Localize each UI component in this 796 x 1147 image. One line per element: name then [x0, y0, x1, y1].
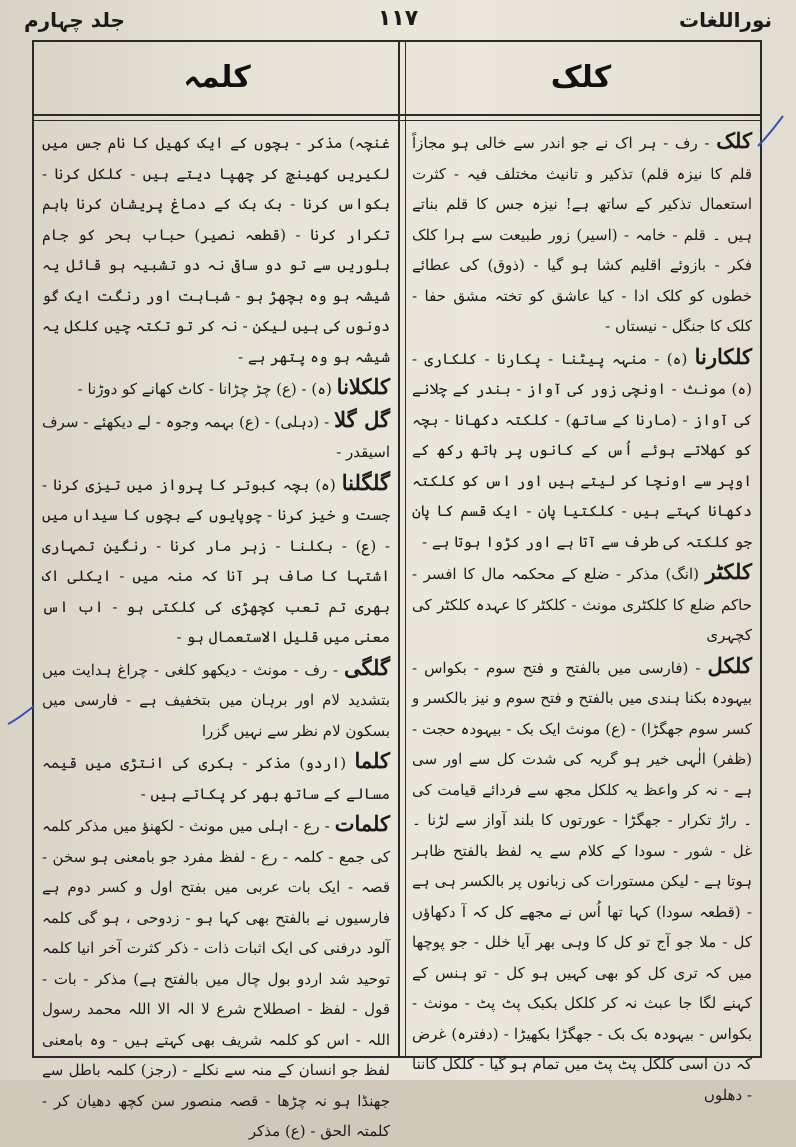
- entry-headword: کلکارنا: [694, 343, 752, 369]
- pen-mark-icon: [6, 704, 36, 728]
- entry-headword: کلمات: [334, 811, 390, 836]
- entry: [42, 372, 390, 405]
- entry-text: - رف - ہر اک نے جو اندر سے خالی ہو مجازاً قلم کا نیزہ قلم) تذکیر و تانیث مختلف فیہ - کثرت استعمال تذکیر کے ساتھ ہے! نیزہ جس کا قلم بناتے ہیں ۔ قلم - خامہ - (اسیر) زور طبیعت سے ہرا کلک فکر - بازوئے اقلیم کشا ہو گیا - (ذوق) کی عطائے خطوں کو کلک ادا - کیا عاشق کو تختہ مشق حفا - کلک کا جنگل - نیستاں -: [412, 134, 752, 335]
- entry: [412, 126, 752, 342]
- entry: [412, 342, 752, 558]
- page-header: [20, 6, 776, 40]
- entry-headword: کلک: [716, 128, 752, 153]
- entry: [42, 653, 390, 747]
- entry-headword: گل گلا: [334, 406, 390, 432]
- entry-text: - (دہلی) - (ع) بہمہ وجوہ - لے دیکھئے - سرف اسیقدر -: [42, 412, 390, 461]
- entry: [412, 557, 752, 651]
- entry-text: (ہ) بچہ کبوتر کا پرواز میں تیزی کرنا - جست و خیز کرنا - چوپایوں کے بچوں کا سیداں میں - (ع) - بکلنا - زہر مار کرنا - رنگین تمہاری اشتہا کا صاف ہر آنا کہ منہ میں - ایکلی اک بھری تم تعب کچھڑی کی کلکتی ہو - اب اس معنی میں قلیل الاستعمال ہو -: [42, 475, 390, 646]
- entry-text: - رف - مونث - دیکھو کلغی - چراغ ہدایت میں بتشدید لام اور برہان میں بتخفیف ہے - فارسی میں بسکون لام نظر سے نہیں گزرا: [42, 660, 390, 740]
- column-divider: [398, 42, 406, 1056]
- entry: [42, 809, 390, 1147]
- book-title: نوراللغات: [679, 8, 772, 32]
- entry: [42, 126, 390, 372]
- page-frame: [32, 40, 762, 1140]
- entry-text: (ہ) - (ع) چڑ چڑانا - کاٹ کھانے کو دوڑنا -: [77, 380, 332, 398]
- left-column-text: [42, 126, 390, 1140]
- entry-headword: گلگی: [343, 654, 390, 680]
- entry: [42, 405, 390, 468]
- heading-divider: [34, 114, 760, 116]
- right-column-text: [412, 126, 752, 1104]
- entry-text: (اردو) مذکر - بکری کی انتڑی میں قیمہ مسالے کے ساتھ بھر کر پکاتے ہیں -: [42, 754, 390, 803]
- page-number: ۱۱۷: [377, 6, 419, 31]
- entry-headword: کلکٹر: [705, 559, 752, 584]
- volume-label: جلد چہارم: [24, 8, 125, 32]
- entry-headword: کلما: [354, 748, 390, 773]
- entry-headword: کلکلانا: [336, 374, 390, 399]
- entry: [42, 468, 390, 653]
- left-column-heading: کلمہ: [183, 59, 251, 95]
- entry-text: (انگ) مذکر - ضلع کے محکمہ مال کا افسر - حاکم ضلع کا کلکٹری مونث - کلکٹر کا عہدہ کلکٹر کی کچہری: [412, 565, 752, 644]
- entry: [412, 651, 752, 1111]
- right-column-heading: کلک: [550, 59, 612, 95]
- entry-text: (ہ) - منہہ پیٹنا - پکارنا - کلکاری - (ہ) مونث - اونچی زور کی آواز - بندر کے چلانے کی آواز - (مارنا کے ساتھ) - کلکتہ دکھانا - بچہ کو کھلاتے ہوئے اُس کے کانوں پر ہاتھ رکھ کے اوپر سے اونچا کر لیتے ہیں اور اس کو کلکتہ دکھانا کہتے ہیں - کلکتیا پان - ایک قسم کا پان جو کلکتہ کی طرف سے آتا ہے اور کڑوا ہوتا ہے -: [412, 349, 752, 551]
- entry-text: - (فارسی میں بالفتح و فتح سوم - بکواس - بیہودہ بکنا ہندی میں بالفتح و فتح سوم و نیز بالکسر و کسر سوم جھگڑا) - (ع) مونث ایک بک - بیہودہ حجت - (ظفر) الٰہی خیر ہو گریہ کی شدت کل سے اور سی ہے - نہ کر واعظ یہ کلکل مجھ سے فردائے قیامت کی ۔ راڑ تکرار - جھگڑا - عورتوں کا بلند آواز سے لڑنا ۔ غل - شور - سودا کے کلام سے یہ لفظ بالفتح ظاہر ہوتا ہے - لیکن مستورات کی زبانوں پر بالکسر ہی ہے - (قطعہ سودا) کہا تھا اُس نے مجھے کل کہ آ دکھاؤں کل - ملا جو آج تو کل کا وہی بھر آیا خلل - جو پوچھا میں کہ تری کل کو بھی کہیں ہو کل - تو ہنس کے کہنے لگا جا عبث نہ کر کلکل بکبک پٹ پٹ - مونث - بکواس - بیہودہ بک بک - جھگڑا بکھیڑا - (دفترہ) غرض کہ دن اسی کلکل پٹ پٹ میں تمام ہو گیا - کلکل کاننا - دھلوں: [412, 658, 752, 1104]
- pen-mark-icon: [756, 112, 786, 152]
- entry-headword: کلکل: [707, 652, 752, 678]
- entry-text: غنچہ) مذکر - بچوں کے ایک کھیل کا نام جس میں لکیریں کھینچ کر چھپا دیتے ہیں - کلکل کرنا - بکواس کرنا - بک بک کے دماغ پریشان کرنا باہم تکرار کرنا - (قطعہ نصیر) حباب بحر کو جام بلوریں سے تو دو ساقی نہ دو تشبیہ ہو قائل یہ شیشہ ہو وہ بچھڑ ہو - شباہت اور رنگت ایک گو دونوں کی ہیں لیکن - نہ کر تو تکتہ چیں کلکل یہ شیشہ ہو وہ پتھر ہے -: [42, 134, 390, 366]
- entry-text: - رع - اہلی میں مونث - لکھنؤ میں مذکر کلمہ کی جمع - کلمہ - رع - لفظ مفرد جو بامعنی ہو سخن - قصہ - ایک بات عربی میں بفتح اول و کسر دوم ہے فارسیوں نے بالفتح بھی کہا ہو - زدوحی ، ہو گی کلمہ آلود درفنی کی ایک اثبات ذات - ذکر کثرت آخر انیا کلمہ توحید شد اردو بول چال میں بالفتح ہے) مذکر - بات - قول - لفظ - اصطلاح شرع لا الہ الا اللہ محمد رسول اللہ - اس کو کلمہ شریف بھی کہتے ہیں - وہ بامعنی لفظ جو انسان کے منہ سے نکلے - (رجز) کلمہ باطل سے جھنڈا ہو نہ چڑھا - قصہ منصور سن کچھ دھیان کر - کلمتہ الحق - (ع) مذکر: [42, 817, 390, 1140]
- heading-divider-inner: [34, 120, 760, 121]
- entry-headword: گلگلنا: [341, 469, 390, 495]
- entry: [42, 746, 390, 809]
